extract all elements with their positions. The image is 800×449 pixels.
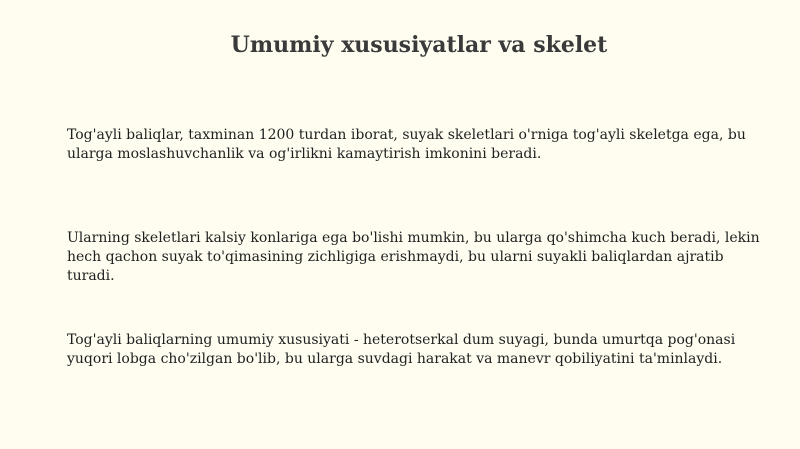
paragraph-1: Tog'ayli baliqlar, taxminan 1200 turdan iborat, suyak skeletlari o'rniga tog'ayli skeletga ega, bu ularga moslashuvchanlik va og'irlikni kamaytirish imkonini beradi. [67, 127, 746, 162]
paragraph-2: Ularning skeletlari kalsiy konlariga ega bo'lishi mumkin, bu ularga qo'shimcha kuch beradi, lekin hech qachon suyak to'qimasining zichligiga erishmaydi, bu ularni suyakli baliqlardan ajratib turadi. [67, 230, 760, 284]
paragraph-3: Tog'ayli baliqlarning umumiy xususiyati - heterotserkal dum suyagi, bunda umurtqa pog'onasi yuqori lobga cho'zilgan bo'lib, bu ularga suvdagi harakat va manevr qobiliyatini ta'minlaydi. [67, 332, 736, 367]
slide-title: Umumiy xususiyatlar va skelet [230, 32, 608, 58]
